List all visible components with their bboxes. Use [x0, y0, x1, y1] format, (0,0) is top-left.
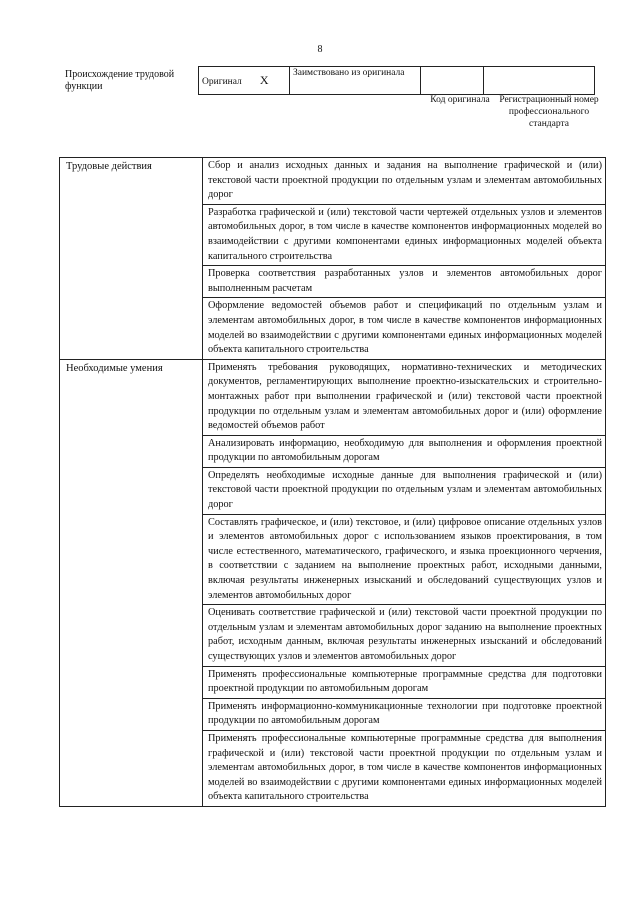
code-label: Код оригинала	[430, 95, 490, 105]
list-item: Оформление ведомостей объемов работ и спецификаций по отдельным узлам и элементам автомобильных дорог, в том числе в качестве компонентов информационных моделей во взаимодействии с другими компонентами единых информационных моделей объекта капитального строительства	[208, 300, 602, 356]
origin-table	[198, 66, 595, 95]
original-label: Оригинал	[202, 77, 242, 87]
list-item: Применять информационно-коммуникационные технологии при подготовке проектной продукции по автомобильным дорогам	[203, 699, 605, 731]
borrowed-cell: Заимствовано из оригинала	[290, 67, 421, 95]
list-item: Применять профессиональные компьютерные программные средства для выполнения графической и (или) текстовой части проектной продукции по отдельным узлам и элементам автомобильных дорог, в том числе в качестве компонентов информационных моделей во взаимодействии с другими компонентами единых информационных моделей объекта капитального строительства	[208, 732, 602, 803]
original-mark: X	[259, 73, 269, 87]
functions-table	[59, 157, 606, 807]
list-item: Разработка графической и (или) текстовой части чертежей отдельных узлов и элементов автомобильных дорог, в том числе в качестве компонентов информационных моделей во взаимодействии с другими компонентами единых информационных моделей объекта капитального строительства	[203, 205, 605, 266]
list-item: Анализировать информацию, необходимую для выполнения и оформления проектной продукции по автомобильным дорогам	[203, 436, 605, 468]
section-row	[60, 359, 606, 806]
section-heading: Необходимые умения	[60, 359, 203, 806]
list-item: Проверка соответствия разработанных узлов и элементов автомобильных дорог выполненным расчетам	[203, 266, 605, 298]
list-item: Оценивать соответствие графической и (или) текстовой части проектной продукции по отдельным узлам и элементам автомобильных дорог заданию на выполнение проектных работ, исходным данным, включая результаты инженерных изысканий и обследований существующих узлов и элементов автомобильных дорог	[203, 605, 605, 666]
section-items	[203, 158, 606, 360]
list-item: Сбор и анализ исходных данных и задания на выполнение графической и (или) текстовой части проектной продукции по отдельным узлам и элементам автомобильных дорог	[203, 158, 605, 205]
list-item: Составлять графическое, и (или) текстовое, и (или) цифровое описание отдельных узлов и элементов автомобильных дорог с использованием языков проектирования, в том числе естественного, математического, графического, и языка проекционного черчения, в соответствии с заданием на выполнение проектных работ, исходными данными, включая результаты инженерных изысканий и обследований существующих узлов и элементов автомобильных дорог	[203, 515, 605, 606]
section-row	[60, 158, 606, 360]
reg-number-cell	[484, 67, 595, 95]
reg-number-label: Регистрационный номер профессионального стандарта	[499, 95, 599, 129]
origin-label: Происхождение трудовой функции	[65, 69, 175, 92]
section-items	[203, 359, 606, 806]
list-item: Применять профессиональные компьютерные программные средства для подготовки проектной продукции по автомобильным дорогам	[203, 667, 605, 699]
page-number: 8	[317, 44, 323, 55]
list-item: Определять необходимые исходные данные для выполнения графической и (или) текстовой части проектной продукции по отдельным узлам и элементам автомобильных дорог	[203, 468, 605, 515]
list-item: Применять требования руководящих, нормативно-технических и методических документов, регламентирующих выполнение проектно-изыскательских и строительно-монтажных работ при выполнении графической и (или) текстовой части проектной продукции по отдельным узлам и элементам автомобильных дорог и (или) оформление ведомостей объемов работ	[203, 360, 605, 436]
original-cell	[199, 67, 290, 95]
section-heading: Трудовые действия	[60, 158, 203, 360]
code-cell	[421, 67, 484, 95]
